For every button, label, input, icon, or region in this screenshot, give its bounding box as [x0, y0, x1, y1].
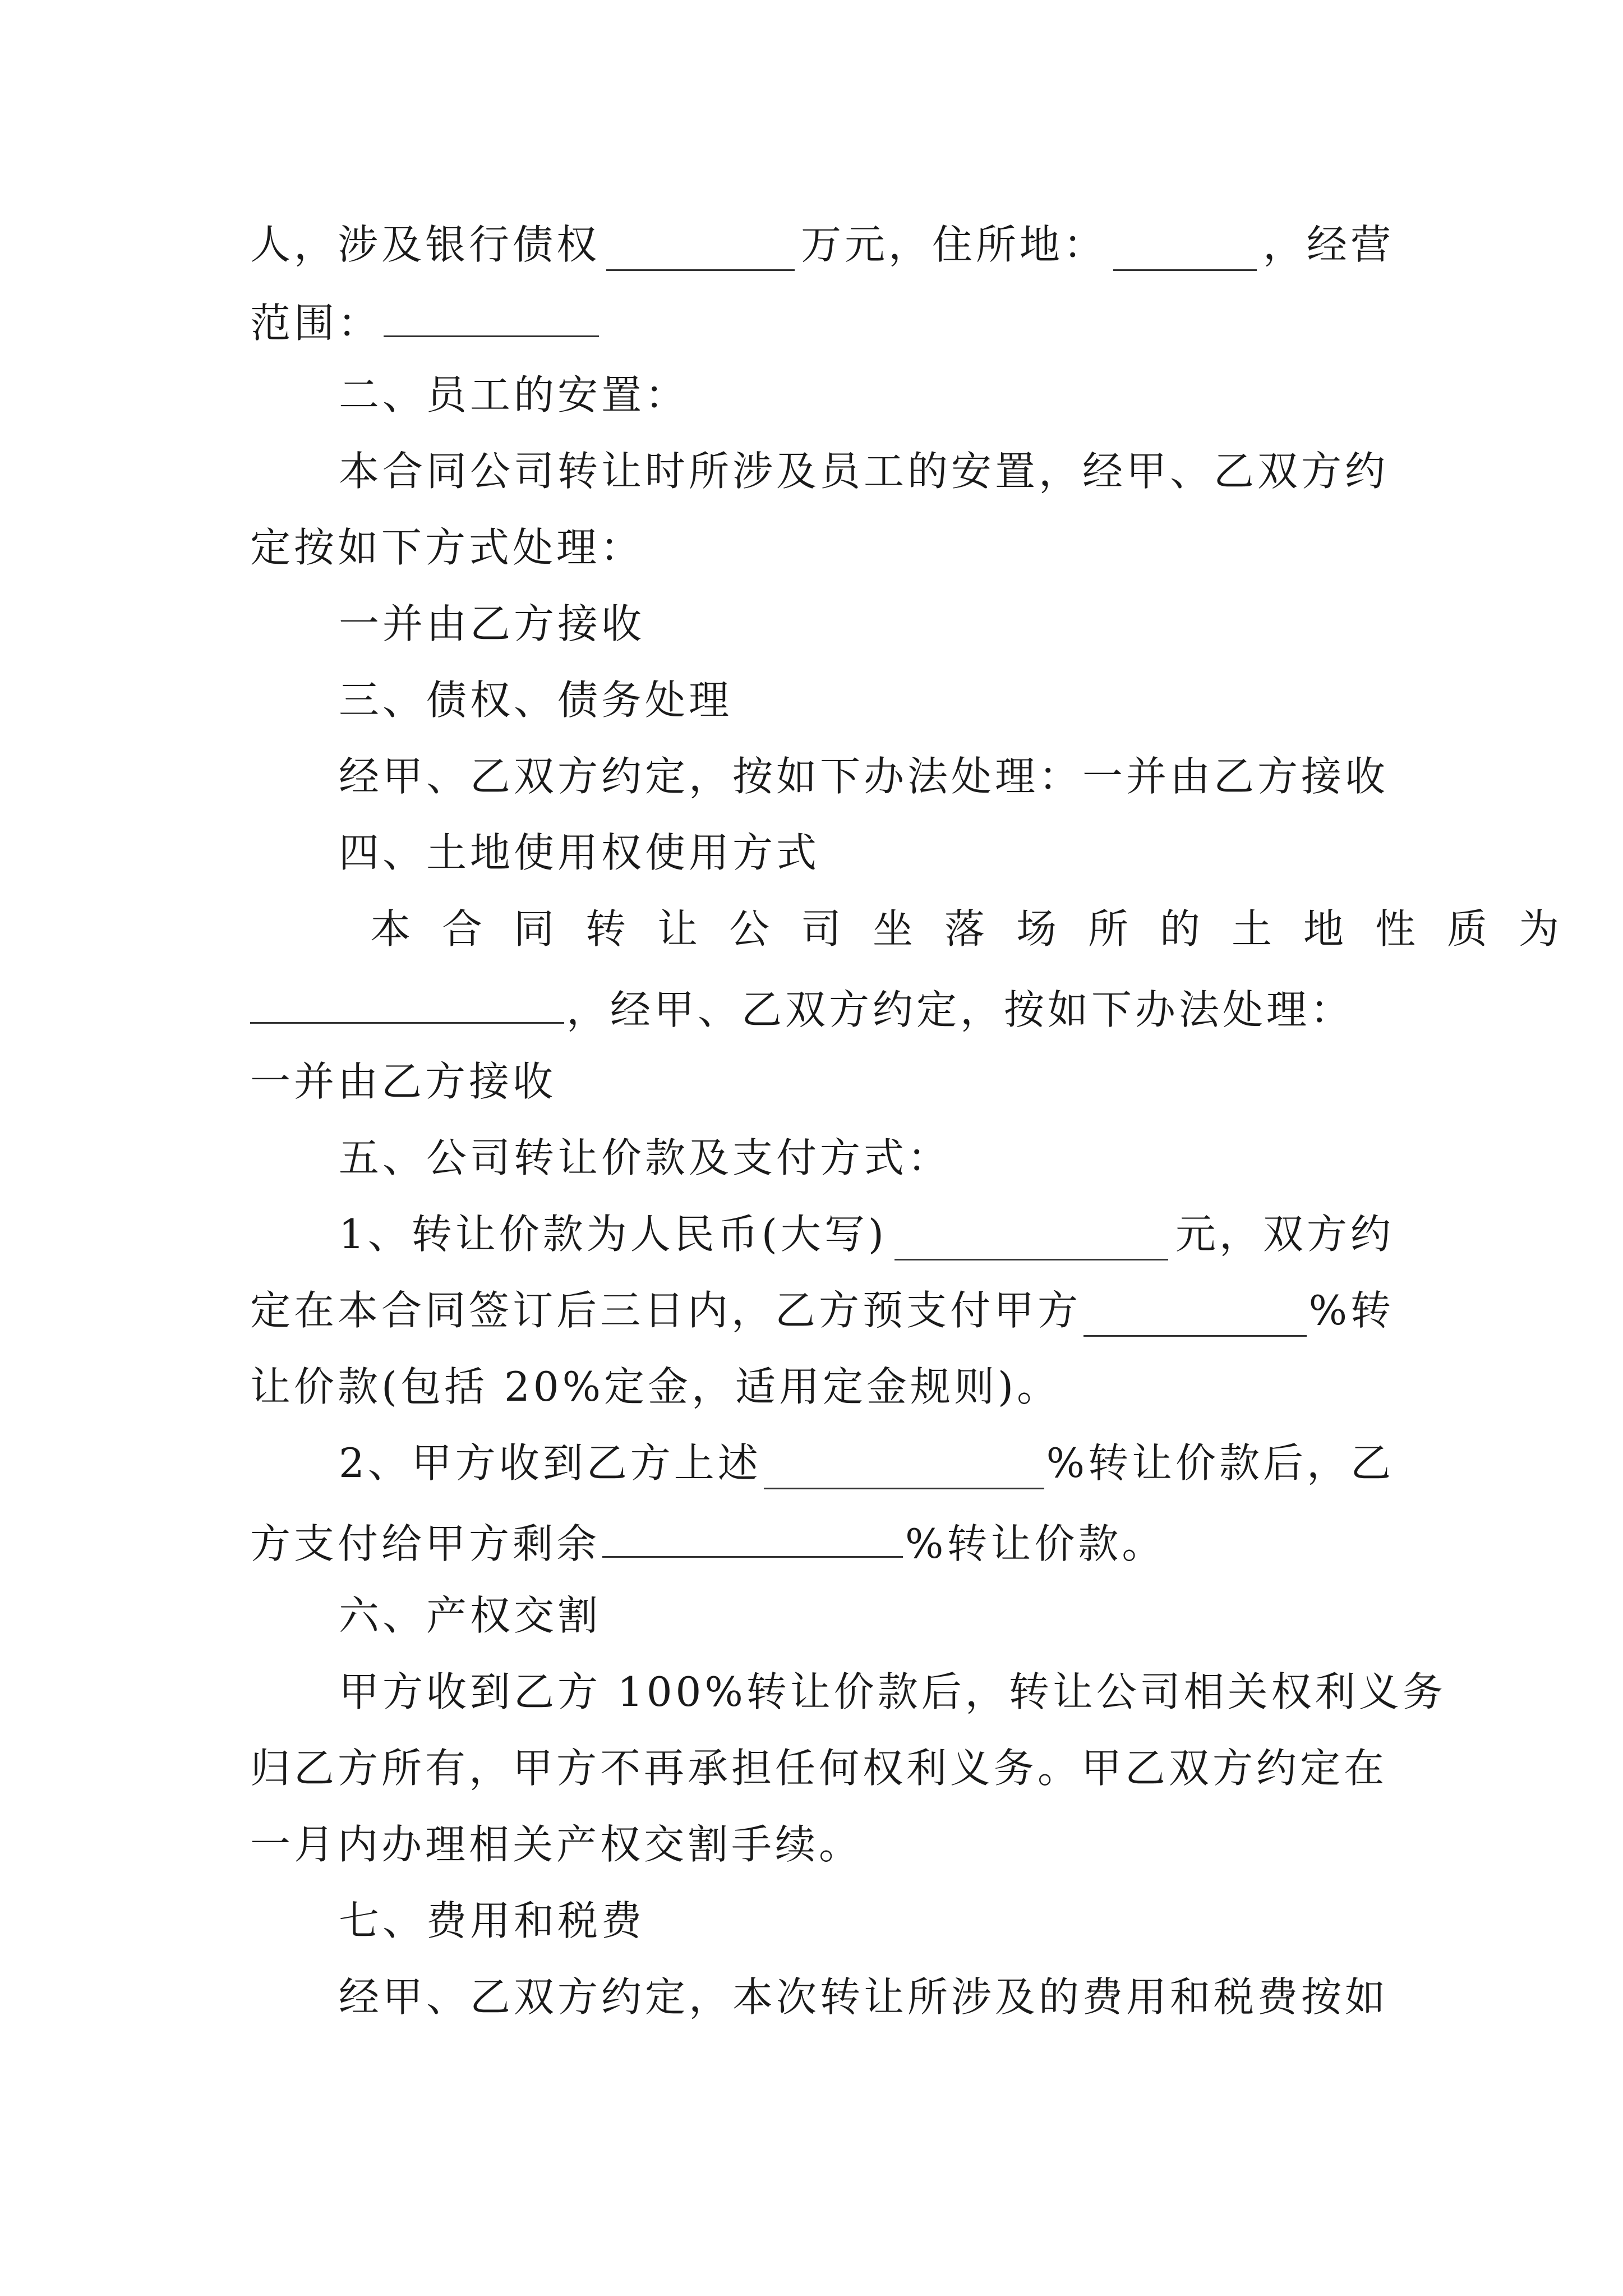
text-line-land-method — [250, 972, 1394, 1039]
section-heading-3: 三、债权、债务处理 — [339, 677, 733, 724]
text-segment: ，经甲、乙双方约定，按如下办法处理： — [566, 986, 1354, 1033]
text-segment: 本合同转让公司坐落场所的土地性质为 — [370, 905, 1591, 953]
paragraph-line: 一并由乙方接收 — [339, 600, 645, 647]
text-segment: 1、转让价款为人民币(大写) — [339, 1211, 887, 1258]
text-line-prepay — [250, 1277, 1394, 1344]
blank-field-bank-credit — [606, 219, 795, 271]
text-line-scope — [250, 285, 1394, 352]
paragraph-line: 定按如下方式处理： — [250, 524, 644, 571]
paragraph-line: 一月内办理相关产权交割手续。 — [250, 1821, 863, 1868]
text-segment: 万元，住所地： — [800, 221, 1107, 268]
blank-field-received-percent — [764, 1437, 1044, 1489]
section-heading-2: 二、员工的安置： — [339, 371, 689, 418]
paragraph-line: 一并由乙方接收 — [250, 1058, 557, 1105]
text-line-creditor — [250, 211, 1394, 278]
text-line-remaining — [250, 1506, 1394, 1573]
blank-field-business-scope — [384, 285, 599, 337]
paragraph-line: 甲方收到乙方 100%转让价款后，转让公司相关权利义务 — [339, 1668, 1446, 1715]
text-segment: 人，涉及银行债权 — [250, 221, 601, 268]
text-segment: %转 — [1308, 1287, 1394, 1334]
text-line-price — [339, 1200, 1394, 1268]
paragraph-line: 本合同公司转让时所涉及员工的安置，经甲、乙双方约 — [339, 448, 1389, 495]
section-heading-4: 四、土地使用权使用方式 — [339, 829, 820, 876]
paragraph-line: 归乙方所有，甲方不再承担任何权利义务。甲乙双方约定在 — [250, 1745, 1388, 1792]
text-segment: 元，双方约 — [1175, 1211, 1394, 1258]
text-segment: 定在本合同签订后三日内，乙方预支付甲方 — [250, 1287, 1082, 1334]
paragraph-line: 经甲、乙双方约定，本次转让所涉及的费用和税费按如 — [339, 1973, 1389, 2021]
section-heading-6: 六、产权交割 — [339, 1592, 602, 1639]
paragraph-line-land — [370, 895, 1591, 963]
blank-field-land-nature — [250, 972, 564, 1024]
text-segment: 2、甲方收到乙方上述 — [339, 1439, 762, 1487]
section-heading-7: 七、费用和税费 — [339, 1897, 645, 1944]
text-segment: 方支付给甲方剩余 — [250, 1520, 601, 1567]
blank-field-remaining-percent — [602, 1506, 903, 1558]
text-segment: ，经营 — [1262, 221, 1394, 268]
paragraph-line: 经甲、乙双方约定，按如下办法处理：一并由乙方接收 — [339, 753, 1389, 800]
text-segment: 范围： — [250, 300, 382, 347]
text-line-received — [339, 1429, 1394, 1497]
section-heading-5: 五、公司转让价款及支付方式： — [339, 1134, 952, 1181]
paragraph-line: 让价款(包括 20%定金，适用定金规则)。 — [250, 1363, 1061, 1410]
blank-field-prepay-percent — [1083, 1285, 1307, 1337]
blank-field-address — [1113, 219, 1257, 271]
text-segment: %转让价款后，乙 — [1046, 1439, 1394, 1487]
blank-field-price-amount — [895, 1208, 1168, 1260]
text-segment: %转让价款。 — [905, 1520, 1166, 1567]
